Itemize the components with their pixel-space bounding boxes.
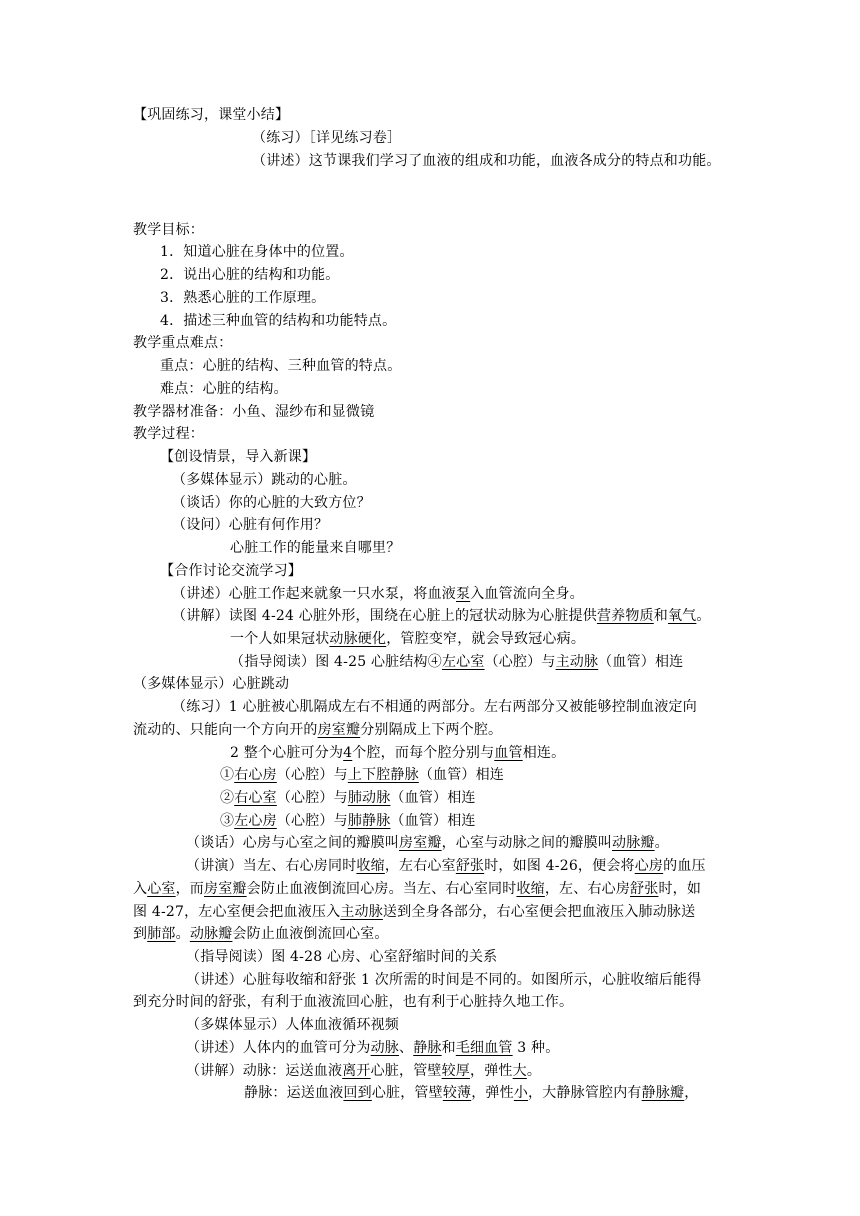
intro-talk: （谈话）你的心脏的大致方位？ — [172, 495, 371, 511]
coop-exercise-1b: 流动的、只能向一个方向开的房室瓣分别隔成上下两个腔。 — [133, 722, 503, 738]
coop-heading: 【合作讨论交流学习】 — [160, 563, 302, 579]
coop-talk-2: （谈话）心房与心室之间的瓣膜叫房室瓣，心室与动脉之间的瓣膜叫动脉瓣。 — [186, 835, 669, 851]
objective-item: 1．知道心脏在身体中的位置。 — [160, 244, 354, 260]
process-title: 教学过程： — [133, 426, 204, 442]
coop-narration-1: （讲述）心脏工作起来就象一只水泵，将血液泵入血管流向全身。 — [172, 586, 584, 602]
objective-item: 3．熟悉心脏的工作原理。 — [160, 290, 326, 306]
focus-key: 重点：心脏的结构、三种血管的特点。 — [160, 358, 402, 374]
coop-narration-2a: （讲述）心脏每收缩和舒张 1 次所需的时间是不同的。如图所示，心脏收缩后能得 — [186, 972, 702, 988]
intro-heading: 【创设情景，导入新课】 — [160, 449, 317, 465]
intro-multimedia: （多媒体显示）跳动的心脏。 — [172, 472, 357, 488]
summary-lecture: （讲述）这节课我们学习了血液的组成和功能，血液各成分的特点和功能。 — [252, 153, 721, 169]
coop-demo-1: （讲演）当左、右心房同时收缩，左右心室舒张时，如图 4-26，便会将心房的血压 — [186, 858, 706, 874]
coop-multimedia-3: （多媒体显示）人体血液循环视频 — [186, 1017, 399, 1033]
coop-guided-reading-1: （指导阅读）图 4-25 心脏结构④左心室（心腔）与主动脉（血管）相连 — [230, 654, 684, 670]
summary-heading: 【巩固练习，课堂小结】 — [133, 107, 290, 123]
coop-demo-2: 入心室，而房室瓣会防止血液倒流回心房。当左、右心室同时收缩，左、右心房舒张时，如 — [133, 881, 702, 897]
objective-item: 4．描述三种血管的结构和功能特点。 — [160, 313, 397, 329]
coop-artery: （讲解）动脉：运送血液离开心脏，管壁较厚，弹性大。 — [186, 1063, 542, 1079]
chamber-item-3: ③左心房（心腔）与肺静脉（血管）相连 — [220, 813, 476, 829]
coop-demo-3: 图 4-27，左心室便会把血液压入主动脉送到全身各部分，右心室便会把血液压入肺动脉送 — [133, 904, 696, 920]
coop-explain-1: （讲解）读图 4-24 心脏外形，围绕在心脏上的冠状动脉为心脏提供营养物质和氧气。 — [172, 608, 711, 624]
focus-difficulty: 难点：心脏的结构。 — [160, 381, 288, 397]
coop-guided-reading-2: （指导阅读）图 4-28 心房、心室舒缩时间的关系 — [186, 949, 498, 965]
coop-exercise-1a: （练习）1 心脏被心肌隔成左右不相通的两部分。左右两部分又被能够控制血液定向 — [172, 699, 697, 715]
intro-question-2: 心脏工作的能量来自哪里？ — [230, 540, 401, 556]
coop-narration-2b: 到充分时间的舒张，有利于血液流回心脏，也有利于心脏持久地工作。 — [133, 994, 574, 1010]
coop-exercise-2: 2 整个心脏可分为4个腔，而每个腔分别与血管相连。 — [230, 745, 566, 761]
coop-explain-1b: 一个人如果冠状动脉硬化，管腔变窄，就会导致冠心病。 — [230, 631, 586, 647]
intro-question-1: （设问）心脏有何作用？ — [172, 517, 329, 533]
materials: 教学器材准备：小鱼、湿纱布和显微镜 — [133, 404, 375, 420]
summary-practice: （练习）［详见练习卷］ — [252, 130, 402, 146]
coop-vein: 静脉：运送血液回到心脏，管壁较薄，弹性小，大静脉管腔内有静脉瓣， — [244, 1085, 699, 1101]
coop-demo-4: 到肺部。动脉瓣会防止血液倒流回心室。 — [133, 926, 389, 942]
coop-narration-3: （讲述）人体内的血管可分为动脉、静脉和毛细血管 3 种。 — [186, 1040, 560, 1056]
coop-multimedia-2: （多媒体显示）心脏跳动 — [133, 676, 290, 692]
chamber-item-1: ①右心房（心腔）与上下腔静脉（血管）相连 — [220, 767, 505, 783]
chamber-item-2: ②右心室（心腔）与肺动脉（血管）相连 — [220, 790, 476, 806]
objectives-title: 教学目标： — [133, 222, 204, 238]
objective-item: 2．说出心脏的结构和功能。 — [160, 267, 340, 283]
focus-title: 教学重点难点： — [133, 335, 233, 351]
